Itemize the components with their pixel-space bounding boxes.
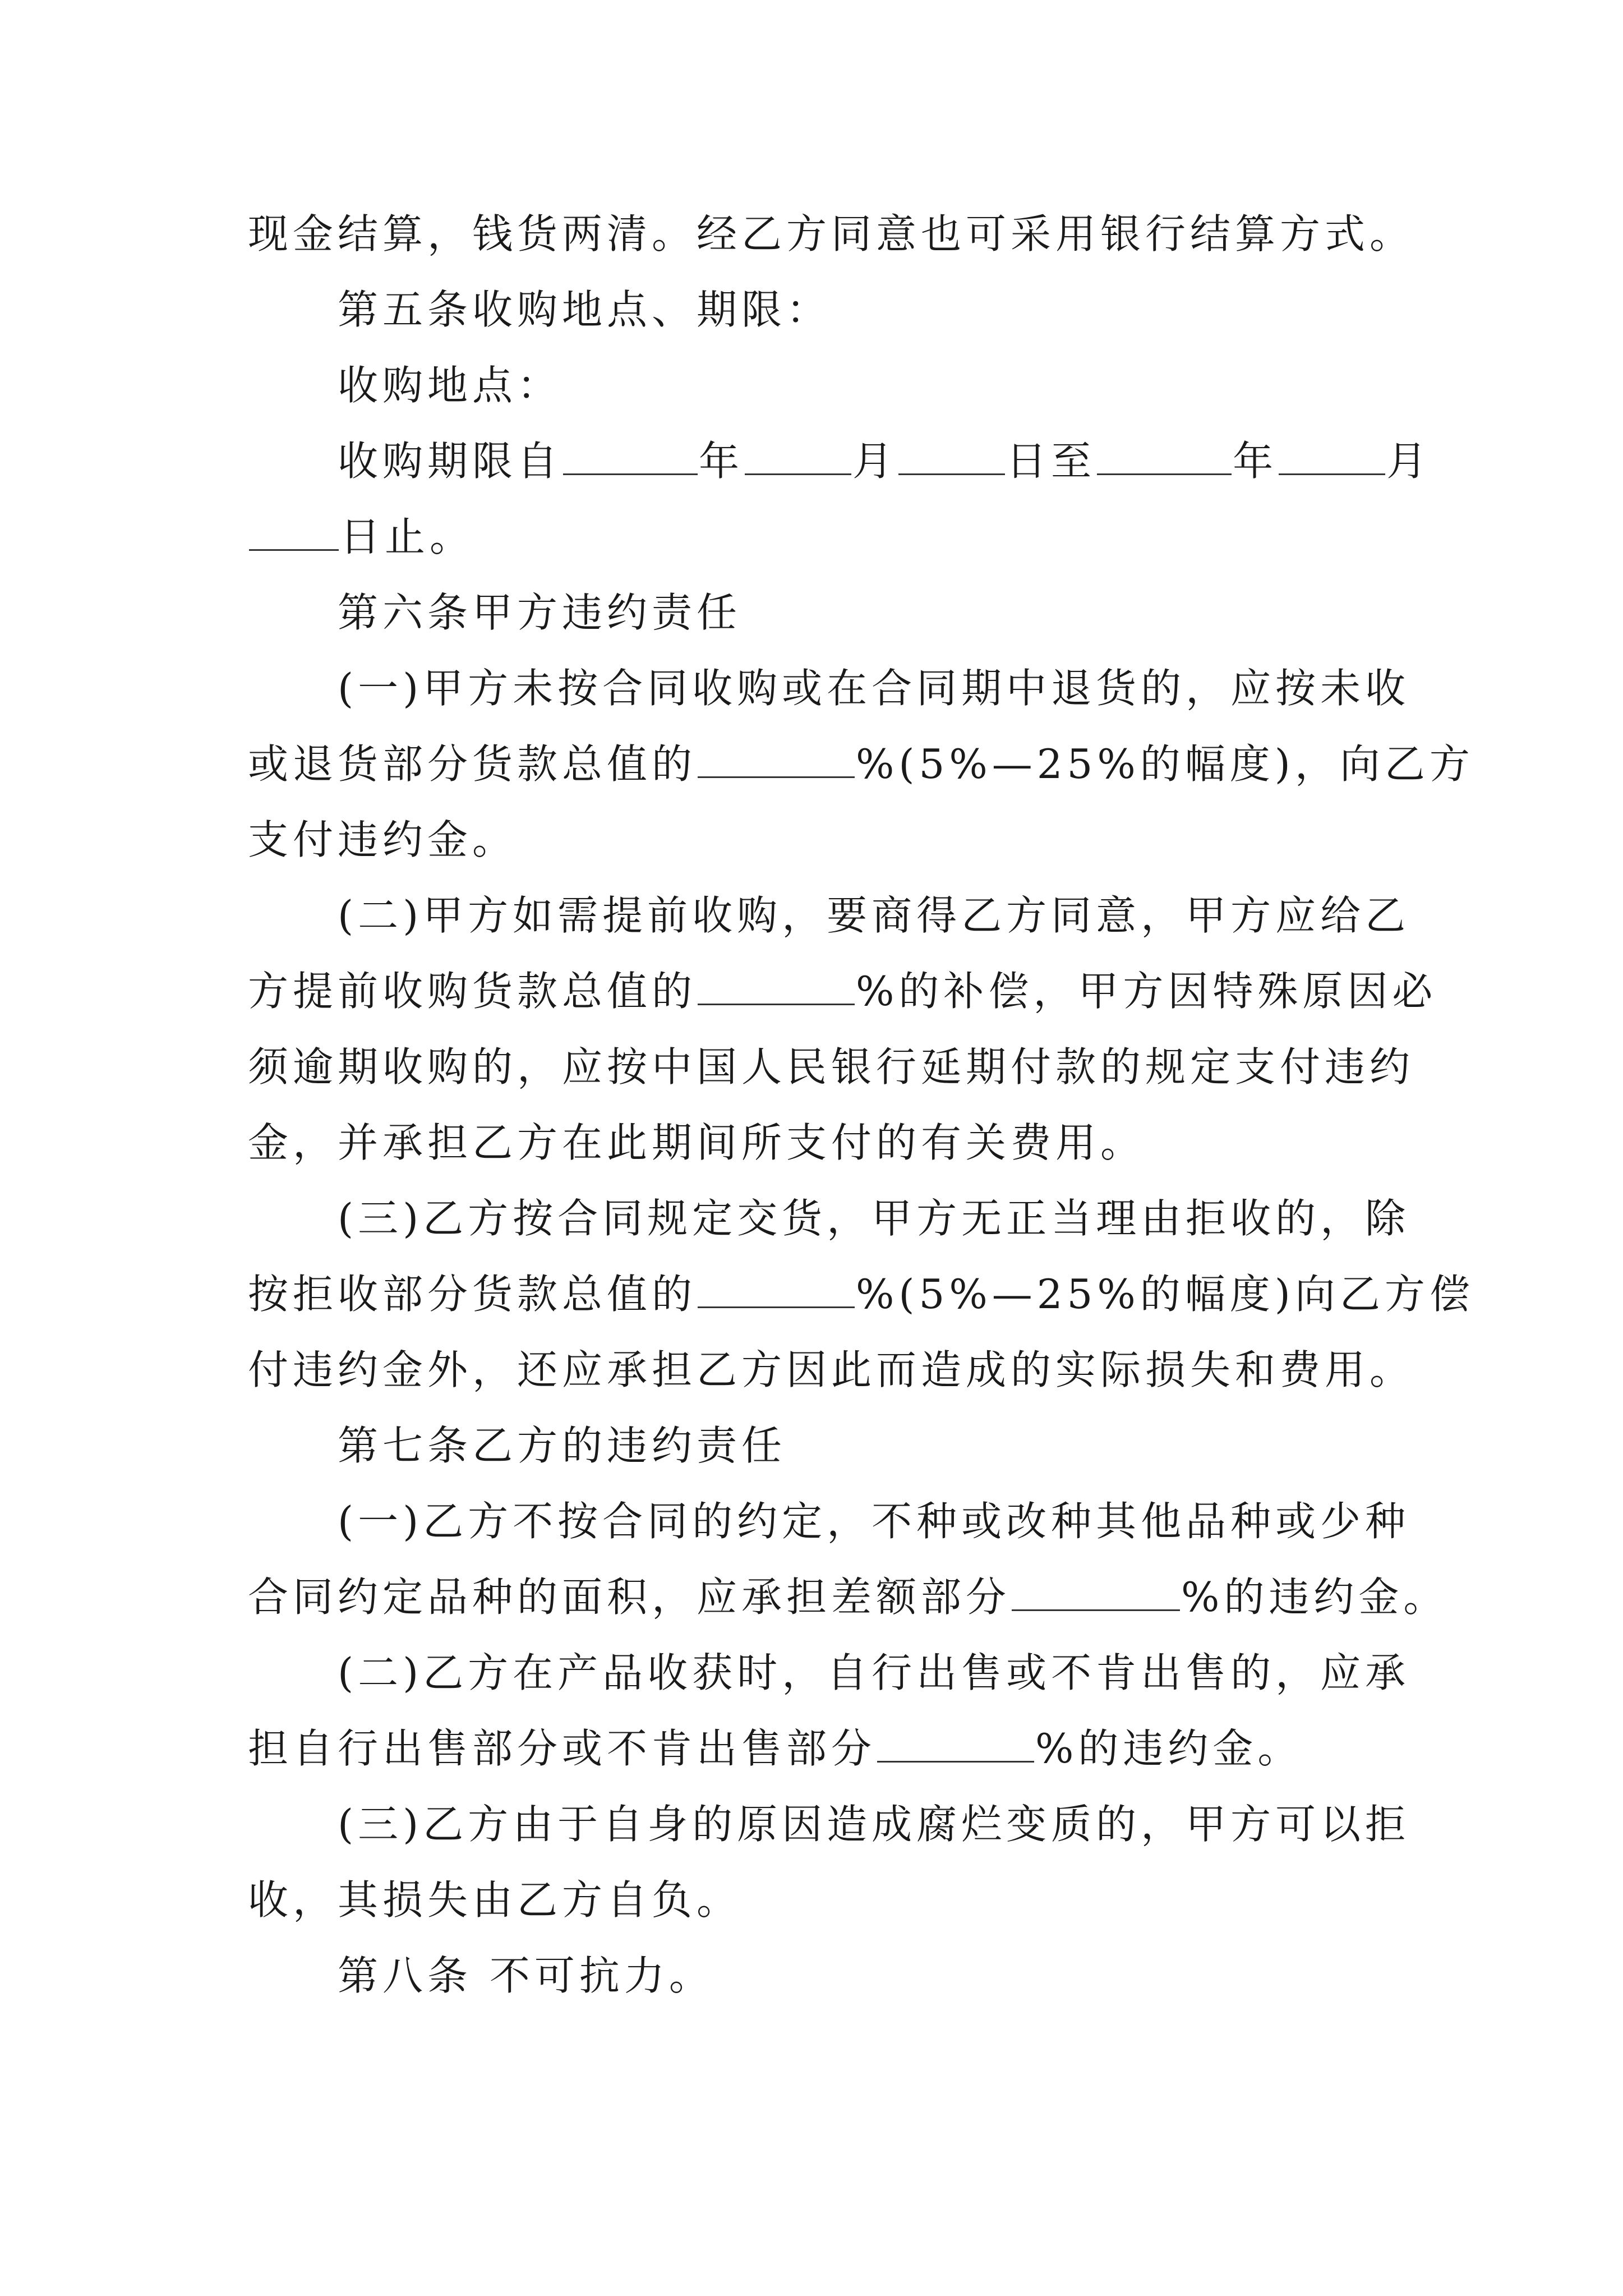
text-fragment: 月	[1386, 438, 1432, 485]
text-fragment: 担自行出售部分或不肯出售部分	[248, 1725, 877, 1772]
article-heading-8: 第八条 不可抗力。	[338, 1952, 714, 1999]
text-fragment: %的违约金。	[1181, 1573, 1449, 1621]
paragraph-line	[248, 1711, 1386, 1787]
paragraph-line: (二)乙方在产品收获时，自行出售或不肯出售的，应承	[338, 1649, 1410, 1696]
text-fragment: 合同约定品种的面积，应承担差额部分	[248, 1573, 1011, 1621]
blank-month-end	[1279, 430, 1385, 475]
blank-percentage	[1012, 1566, 1180, 1611]
paragraph-line	[248, 726, 1474, 802]
document-body	[248, 196, 1474, 2014]
text-fragment: 年	[699, 438, 744, 485]
paragraph-line: (三)乙方由于自身的原因造成腐烂变质的，甲方可以拒	[338, 1801, 1410, 1848]
article-heading-5: 第五条收购地点、期限：	[338, 286, 832, 333]
paragraph-line: 付违约金外，还应承担乙方因此而造成的实际损失和费用。	[248, 1346, 1415, 1393]
paragraph-line	[248, 954, 1437, 1029]
blank-year-start	[563, 430, 698, 475]
blank-day-end	[249, 505, 339, 551]
paragraph-line: (一)甲方未按合同收购或在合同期中退货的，应按未收	[338, 665, 1410, 712]
article-heading-6: 第六条甲方违约责任	[338, 589, 742, 636]
blank-month-start	[745, 430, 851, 475]
paragraph-line: 收购地点：	[338, 362, 562, 409]
paragraph-line	[248, 1559, 1449, 1635]
paragraph-line: 现金结算，钱货两清。经乙方同意也可采用银行结算方式。	[248, 210, 1415, 257]
text-fragment: %的违约金。	[1035, 1725, 1303, 1772]
paragraph-line: (一)乙方不按合同的约定，不种或改种其他品种或少种	[338, 1498, 1410, 1545]
blank-percentage	[877, 1717, 1034, 1763]
text-fragment: 年	[1233, 438, 1278, 485]
text-fragment: %(5%—25%的幅度)向乙方偿	[856, 1271, 1474, 1318]
paragraph-line: (二)甲方如需提前收购，要商得乙方同意，甲方应给乙	[338, 892, 1410, 939]
text-fragment: 方提前收购货款总值的	[248, 968, 697, 1015]
blank-year-end	[1097, 430, 1232, 475]
blank-percentage	[698, 1263, 855, 1308]
text-fragment: %(5%—25%的幅度)，向乙方	[856, 740, 1474, 788]
paragraph-line	[248, 1257, 1474, 1332]
blank-day-start	[898, 430, 1005, 475]
blank-percentage	[698, 960, 855, 1005]
text-fragment: 收购期限自	[338, 438, 562, 485]
text-fragment: 月	[852, 438, 898, 485]
text-fragment: 按拒收部分货款总值的	[248, 1271, 697, 1318]
paragraph-line: 须逾期收购的，应按中国人民银行延期付款的规定支付违约	[248, 1043, 1415, 1091]
article-heading-7: 第七条乙方的违约责任	[338, 1422, 787, 1469]
text-fragment: 日止。	[340, 513, 475, 560]
blank-percentage	[698, 733, 855, 778]
text-fragment: 或退货部分货款总值的	[248, 740, 697, 788]
text-fragment: 日至	[1006, 438, 1096, 485]
paragraph-line: (三)乙方按合同规定交货，甲方无正当理由拒收的，除	[338, 1195, 1410, 1242]
purchase-period-line	[248, 424, 1432, 499]
paragraph-line: 金，并承担乙方在此期间所支付的有关费用。	[248, 1119, 1146, 1166]
paragraph-line: 收，其损失由乙方自负。	[248, 1876, 742, 1924]
purchase-period-line-end	[248, 499, 1386, 575]
text-fragment: %的补偿，甲方因特殊原因必	[856, 968, 1437, 1015]
paragraph-line: 支付违约金。	[248, 816, 518, 863]
